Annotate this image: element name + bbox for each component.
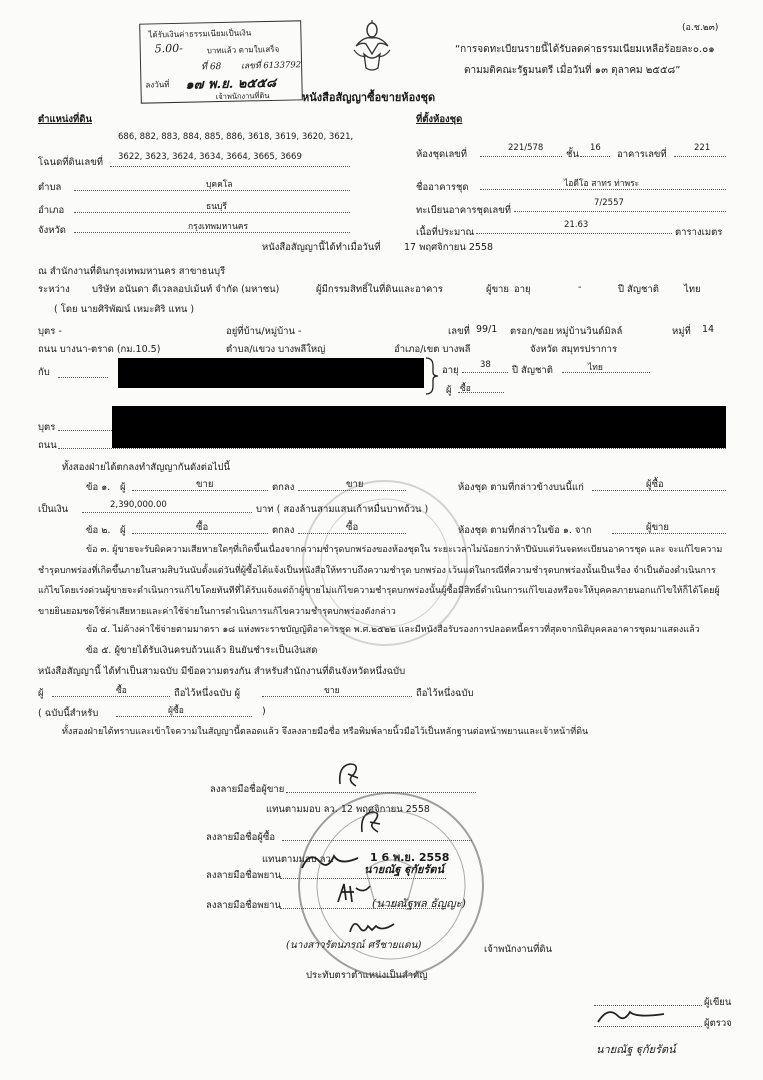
buyer-parent-label: บุตร — [38, 422, 56, 433]
party-2: ขาย — [324, 686, 340, 696]
stamp-amount: 5.00- — [154, 41, 184, 56]
witness-1-name: นายณัฐ ฐุกัยรัตน์ — [364, 863, 444, 876]
clause-2-label: ข้อ ๒. — [86, 525, 111, 536]
clause-3-text: ข้อ ๓. ผู้ขายจะรับผิดความเสียหายใดๆที่เกิดขึ้นเนื่องจากความชำรุดบกพร่องของห้องชุดใน ระยะเวลาไม่น้อยกว่าห้าปีนับแต่วันจดทะเบียนอาคารชุด และ จะแก้ไขความชำรุดบกพร่องที่เกิดขึ้นภายในสามสิบวันนับตั้งแต่วันที่ผู้ซื้อได้แจ้งเป็นหนังสือให้ทราบถึงความชำรุด บกพร่อง เว้นแต่ในกรณีที่ความชำรุดบกพร่องนั้นเป็นเรื่อง จำเป็นต้องดำเนินการแก้ไขโดยเร่งด่วนผู้ขายจะดำเนินการแก้ไขโดยทันทีที่ได้รับแจ้งแต่ถ้าผู้ขายไม่แก้ไขความชำรุดบกพร่องนั้นผู้ซื้อมีสิทธิ์ดำเนินการแก้ไขเองหรือจะให้บุคคลภายนอกแก้ไขให้ก็ได้โดยผู้ขายยินยอมชดใช้ค่าเสียหายและค่าใช้จ่ายในการดำเนินการแก้ไขความชำรุดบกพร่องดังกล่าว — [38, 545, 723, 617]
buyer-party: ซื้อ — [460, 384, 471, 394]
notice-line-1: “การจดทะเบียนรายนี้ได้รับลดค่าธรรมเนียมเหลือร้อยละ๐.๐๑ — [455, 44, 715, 55]
closing-statement: ทั้งสองฝ่ายได้ทราบและเข้าใจความในสัญญานี้ตลอดแล้ว จึงลงลายมือชื่อ หรือพิมพ์ลายนิ้วมือไว้เป็นหลักฐานต่อหน้าพยานและเจ้าหน้าที่ดิน — [62, 727, 589, 737]
condo-label: ชื่ออาคารชุด — [416, 182, 469, 193]
document-title: หนังสือสัญญาซื้อขายห้องชุด — [302, 91, 436, 104]
reg-label: ทะเบียนอาคารชุดเลขที่ — [416, 205, 511, 216]
seal-line: ประทับตราตำแหน่งเป็นสำคัญ — [306, 970, 428, 981]
seller-nationality-label: ปี สัญชาติ — [618, 284, 659, 295]
clause-2-person: ผู้ — [120, 525, 126, 536]
floor-label: ชั้น — [566, 149, 579, 160]
district-label: อำเภอ — [38, 205, 65, 216]
clause-1-role: ขาย — [196, 479, 214, 490]
stamp-line-1: ได้รับเงินค่าธรรมเนียมเป็นเงิน — [148, 28, 252, 40]
seller-poa: แทนตามมอบ ลว. 12 พฤศจิกายน 2558 — [266, 804, 430, 815]
floor-value: 16 — [590, 143, 601, 153]
amount-value: 2,390,000.00 — [110, 500, 167, 510]
hold-1: ถือไว้หนึ่งฉบับ ผู้ — [174, 688, 241, 699]
amount-words: บาท ( สองล้านสามแสนเก้าหมื่นบาทถ้วน ) — [256, 504, 429, 515]
garuda-emblem-icon — [352, 20, 392, 76]
stamp-receipt-no: เลขที่ 6133792 — [240, 60, 302, 72]
checker-name: นายณัฐ ฐุกัยรัตน์ — [596, 1043, 676, 1056]
brace — [424, 356, 440, 396]
subdistrict-value: บุคคโล — [206, 180, 233, 190]
area-unit: ตารางเมตร — [675, 227, 723, 238]
writer-label: ผู้เขียน — [704, 997, 732, 1008]
with-label: กับ — [38, 367, 50, 378]
land-section-title: ตำแหน่งที่ดิน — [38, 114, 92, 125]
province-label: จังหวัด — [38, 225, 66, 236]
soi-label: ตรอก/ซอย — [510, 326, 554, 337]
tambon-line: ตำบล/แขวง บางพลีใหญ่ — [226, 344, 326, 355]
deed-numbers-line-1: 686, 882, 883, 884, 885, 886, 3618, 3619, 3620, 3621, — [118, 132, 354, 142]
clause-1-label: ข้อ ๑. — [86, 482, 111, 493]
area-label: เนื้อที่ประมาณ — [416, 227, 475, 238]
clause-1-agree: ตกลง — [272, 482, 295, 493]
made-on-date: 17 พฤศจิกายน 2558 — [404, 242, 494, 253]
buyer-age-label: อายุ — [442, 365, 459, 376]
house-no-label: เลขที่ — [448, 326, 470, 337]
clause-1-action: ขาย — [346, 479, 364, 490]
road-line: ถนน บางนา-ตราด (กม.10.5) — [38, 344, 161, 355]
room-label: ห้องชุดเลขที่ — [416, 149, 468, 160]
buyer-poa-label: แทนตามมอบ ลว. — [262, 854, 334, 865]
buyer-party-label: ผู้ — [446, 385, 452, 396]
buyer-age: 38 — [480, 360, 491, 370]
stamp-officer: เจ้าพนักงานที่ดิน — [215, 90, 270, 102]
clause-2-role: ซื้อ — [196, 522, 209, 533]
seller-nationality: ไทย — [684, 284, 701, 295]
house-no: 99/1 — [476, 324, 498, 335]
unit-section-title: ที่ตั้งห้องชุด — [416, 114, 463, 125]
soi-value: หมู่บ้านวินด์มิลล์ — [556, 326, 623, 337]
seller-signature — [336, 760, 366, 790]
seller-sign-label: ลงลายมือชื่อผู้ขาย — [210, 784, 285, 795]
extra-copy-to: ผู้ซื้อ — [168, 706, 184, 716]
witness-1-label: ลงลายมือชื่อพยาน — [206, 870, 281, 881]
extra-copy-label: ( ฉบับนี้สำหรับ — [38, 708, 99, 719]
redacted-buyer-name — [118, 358, 424, 388]
seller-age: - — [578, 282, 582, 293]
clause-2-agree: ตกลง — [272, 525, 295, 536]
buyer-sign-label: ลงลายมือชื่อผู้ซื้อ — [206, 832, 276, 843]
notice-line-2: ตามมติคณะรัฐมนตรี เมื่อวันที่ ๑๓ ตุลาคม ๒๕๕๘” — [464, 65, 681, 76]
clause-1-text: ห้องชุด ตามที่กล่าวข้างบนนี้แก่ — [458, 482, 584, 493]
redacted-buyer-address — [112, 406, 726, 448]
buyer-poa-date: 1 6 พ.ย. 2558 — [370, 851, 450, 864]
background-seal-icon — [300, 478, 470, 648]
extra-copy-close: ) — [262, 706, 266, 717]
stamp-date: ๑๗ พ.ย. ๒๕๕๘ — [185, 75, 277, 93]
clause-2-text: ห้องชุด ตามที่กล่าวในข้อ ๑. จาก — [458, 525, 592, 536]
checker-signature — [596, 1004, 666, 1028]
stamp-book: ที่ 68 — [201, 61, 222, 73]
party-1: ซื้อ — [116, 686, 127, 696]
clause-4-text: ข้อ ๔. ไม่ค้างค่าใช้จ่ายตามมาตรา ๑๘ แห่งพระราชบัญญัติอาคารชุด พ.ศ.๒๕๒๒ และมีหนังสือรับรองการปลอดหนี้คราวที่สุดจากนิติบุคคลอาคารชุดมาแสดงแล้ว — [86, 625, 700, 635]
officer-title: เจ้าพนักงานที่ดิน — [484, 944, 553, 955]
witness-2-name: (นายณัฐพล ธัญญะ) — [372, 897, 466, 910]
buyer-road-label: ถนน — [38, 440, 57, 451]
fee-stamp — [139, 20, 303, 103]
officer-name: (นางสาวรัตนภรณ์ ศรีชายแดน) — [286, 940, 422, 951]
seller-party: ผู้ขาย — [486, 284, 509, 295]
moo-value: 14 — [702, 324, 715, 335]
by-line: ( โดย นายศิริพัฒน์ เหมะศิริ แทน ) — [54, 304, 195, 315]
buyer-nationality-label: ปี สัญชาติ — [512, 365, 553, 376]
hold-2: ถือไว้หนึ่งฉบับ — [416, 688, 474, 699]
stamp-line-2: บาทแล้ว ตามใบเสร็จ — [206, 44, 280, 56]
seller-age-label: อายุ — [514, 284, 531, 295]
amphoe-line: อำเภอ/เขต บางพลี — [394, 344, 471, 355]
amount-label: เป็นเงิน — [38, 504, 69, 515]
building-label: อาคารเลขที่ — [617, 149, 667, 160]
office-line: ณ สำนักงานที่ดินกรุงเทพมหานคร สาขาธนบุรี — [38, 266, 226, 277]
agree-line: ทั้งสองฝ่ายได้ตกลงทำสัญญากันดังต่อไปนี้ — [62, 462, 230, 473]
reg-no: 7/2557 — [594, 198, 624, 208]
official-seal-icon — [296, 790, 486, 980]
building-value: 221 — [694, 143, 711, 153]
area-value: 21.63 — [564, 220, 589, 230]
party-1-label: ผู้ — [38, 688, 44, 699]
clause-2-from: ผู้ขาย — [646, 522, 669, 533]
room-no: 221/578 — [508, 143, 544, 153]
checker-label: ผู้ตรวจ — [704, 1018, 732, 1029]
changwat-line: จังหวัด สมุทรปราการ — [530, 344, 618, 355]
stamp-date-label: ลงวันที่ — [145, 80, 170, 90]
district-value: ธนบุรี — [206, 202, 227, 212]
subdistrict-label: ตำบล — [38, 182, 62, 193]
seller-company: บริษัท อนันดา ดีเวลลอปเม้นท์ จำกัด (มหาชน) — [92, 284, 280, 295]
clause-2-action: ซื้อ — [346, 522, 359, 533]
parent-label: บุตร - — [38, 326, 62, 337]
clause-1-to: ผู้ซื้อ — [646, 479, 664, 490]
moo-label: หมู่ที่ — [672, 326, 691, 337]
deed-numbers-line-2: 3622, 3623, 3624, 3634, 3664, 3665, 3669 — [118, 152, 302, 162]
made-on-label: หนังสือสัญญานี้ได้ทำเมื่อวันที่ — [262, 242, 381, 253]
clause-5-text: ข้อ ๕. ผู้ขายได้รับเงินครบถ้วนแล้ว ยินยันชำระเป็นเงินสด — [86, 645, 318, 656]
clause-1-person: ผู้ — [120, 482, 126, 493]
condo-name: ไอดีโอ สาทร ท่าพระ — [564, 179, 640, 189]
form-code: (อ.ช.๒๓) — [682, 23, 719, 33]
buyer-nationality: ไทย — [588, 363, 603, 373]
address-label: อยู่ที่บ้าน/หมู่บ้าน - — [226, 326, 302, 337]
province-value: กรุงเทพมหานคร — [188, 222, 249, 232]
deed-label: โฉนดที่ดินเลขที่ — [38, 157, 103, 168]
between-label: ระหว่าง — [38, 284, 70, 295]
seller-role: ผู้มีกรรมสิทธิ์ในที่ดินและอาคาร — [316, 284, 443, 295]
copies-line: หนังสือสัญญานี้ ได้ทำเป็นสามฉบับ มีข้อความตรงกัน สำหรับสำนักงานที่ดินจังหวัดหนึ่งฉบับ — [38, 666, 406, 677]
witness-2-label: ลงลายมือชื่อพยาน — [206, 900, 281, 911]
